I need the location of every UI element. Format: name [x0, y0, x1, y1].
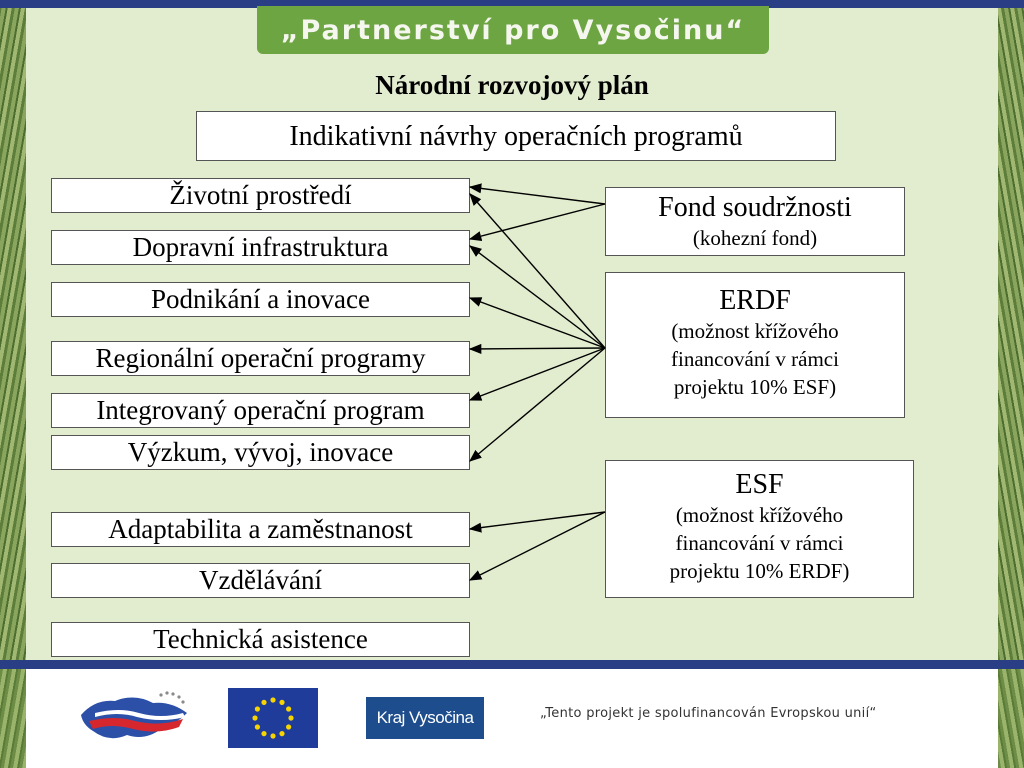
arrow-erdf-integrovany — [470, 348, 605, 400]
footer-grass-left — [0, 669, 26, 768]
arrow-erdf-podnikani — [470, 298, 605, 348]
footer-grass-right — [998, 669, 1024, 768]
program-dopravni-infrastruktura: Dopravní infrastruktura — [51, 230, 470, 265]
program-vyzkum-vyvoj: Výzkum, vývoj, inovace — [51, 435, 470, 470]
fund-esf-line3: projektu 10% ERDF) — [669, 559, 850, 583]
fund-erdf-name: ERDF — [719, 285, 791, 316]
fund-erdf-line1: (možnost křížového — [671, 319, 839, 343]
subtitle-box: Indikativní návrhy operačních programů — [196, 111, 836, 161]
kraj-vysocina-logo: Kraj Vysočina — [366, 697, 484, 739]
program-technicka-asistence: Technická asistence — [51, 622, 470, 657]
header-banner: „Partnerství pro Vysočinu“ — [257, 6, 769, 54]
arrow-cohesion-zivotni — [470, 187, 605, 204]
fund-esf-line1: (možnost křížového — [675, 503, 844, 527]
arrow-esf-vzdelavani — [470, 512, 605, 580]
arrow-erdf-regionalni — [470, 348, 605, 349]
program-integrovany-op: Integrovaný operační program — [51, 393, 470, 428]
program-regionalni-op: Regionální operační programy — [51, 341, 470, 376]
fund-esf-name: ESF — [735, 469, 784, 500]
program-vzdelavani: Vzdělávání — [51, 563, 470, 598]
fund-erdf-line2: financování v rámci — [671, 347, 839, 371]
eu-flag-icon — [228, 688, 318, 748]
bottom-frame-bar — [0, 660, 1024, 669]
cofinancing-note: „Tento projekt je spolufinancován Evropskou unií“ — [540, 706, 877, 721]
arrow-erdf-dopravni — [470, 246, 605, 348]
page-title: Národní rozvojový plán — [375, 70, 649, 100]
fund-esf-line2: financování v rámci — [675, 531, 844, 555]
program-zivotni-prostredi: Životní prostředí — [51, 178, 470, 213]
fund-cohesion-sub: (kohezní fond) — [692, 226, 818, 250]
program-adaptabilita: Adaptabilita a zaměstnanost — [51, 512, 470, 547]
arrow-erdf-zivotni — [470, 194, 605, 348]
arrow-cohesion-dopravni — [470, 204, 605, 239]
czech-flag-logo-icon — [75, 685, 195, 749]
fund-cohesion-name: Fond soudržnosti — [658, 192, 852, 223]
arrow-erdf-vyzkum — [470, 348, 605, 461]
fund-erdf-line3: projektu 10% ESF) — [673, 375, 837, 399]
program-podnikani-inovace: Podnikání a inovace — [51, 282, 470, 317]
arrow-esf-adaptabilita — [470, 512, 605, 529]
